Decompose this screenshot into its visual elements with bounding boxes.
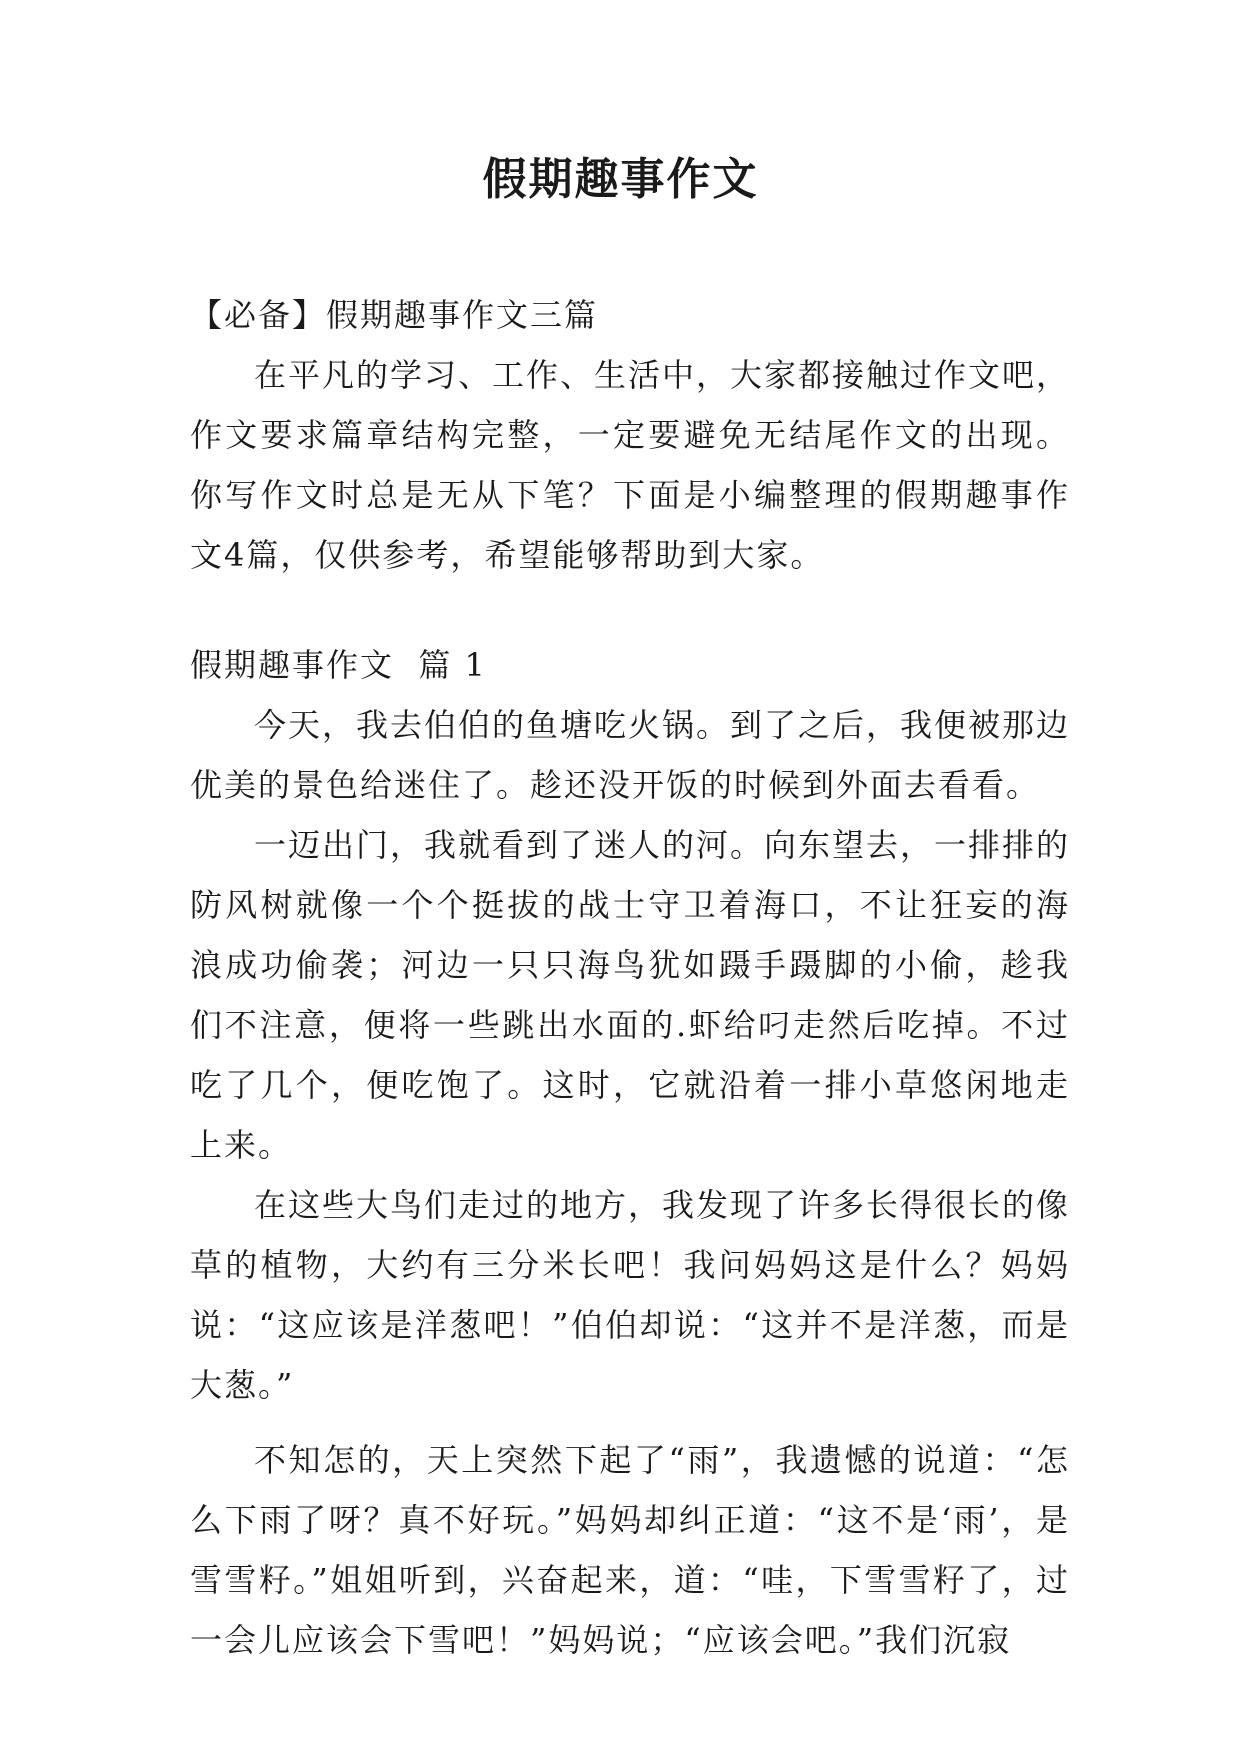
section-paragraph: 不知怎的，天上突然下起了“雨”，我遗憾的说道：“怎么下雨了呀？真不好玩。”妈妈却纠正道：“这不是‘雨’，是雪雪籽。”姐姐听到，兴奋起来，道：“哇，下雪雪籽了，过一会儿应该会下雪吧！”妈妈说；“应该会吧。”我们沉寂 bbox=[190, 1441, 1070, 1659]
section-heading: 假期趣事作文 篇 1 bbox=[190, 646, 487, 684]
paragraph-gap bbox=[190, 1415, 1070, 1430]
section-paragraph: 今天，我去伯伯的鱼塘吃火锅。到了之后，我便被那边优美的景色给迷住了。趁还没开饭的时候到外面去看看。 bbox=[190, 706, 1071, 804]
section-body bbox=[190, 695, 1070, 1670]
subtitle-block bbox=[190, 285, 1070, 345]
document-subtitle: 【必备】假期趣事作文三篇 bbox=[190, 296, 599, 334]
document-title: 假期趣事作文 bbox=[482, 154, 759, 205]
intro-paragraph: 在平凡的学习、工作、生活中，大家都接触过作文吧，作文要求篇章结构完整，一定要避免无结尾作文的出现。你写作文时总是无从下笔？下面是小编整理的假期趣事作文4篇，仅供参考，希望能够帮助到大家。 bbox=[190, 356, 1071, 574]
section-heading-block bbox=[190, 635, 1070, 695]
section-paragraph: 一迈出门，我就看到了迷人的河。向东望去，一排排的防风树就像一个个挺拔的战士守卫着海口，不让狂妄的海浪成功偷袭；河边一只只海鸟犹如蹑手蹑脚的小偷，趁我们不注意，便将一些跳出水面的.虾给叼走然后吃掉。不过吃了几个，便吃饱了。这时，它就沿着一排小草悠闲地走上来。 bbox=[190, 826, 1071, 1164]
intro-block bbox=[190, 345, 1070, 585]
section-paragraph: 在这些大鸟们走过的地方，我发现了许多长得很长的像草的植物，大约有三分米长吧！我问妈妈这是什么？妈妈说：“这应该是洋葱吧！”伯伯却说：“这并不是洋葱，而是大葱。” bbox=[190, 1186, 1071, 1404]
